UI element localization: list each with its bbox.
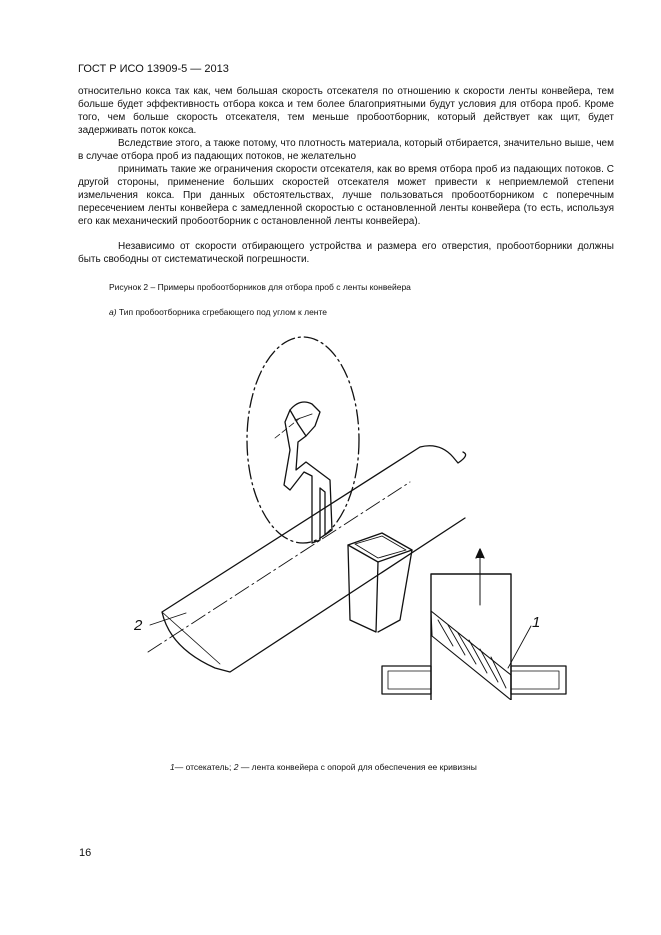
page-number: 16 <box>79 847 92 859</box>
figure-legend <box>170 762 477 772</box>
left-bar <box>382 666 431 694</box>
label-2: 2 <box>134 617 143 634</box>
right-bar <box>511 666 566 694</box>
legend-t2: — лента конвейера с опорой для обеспечения ее кривизны <box>238 762 477 772</box>
legend-n2: 2 <box>233 762 239 772</box>
cutter-head <box>284 402 332 543</box>
belt-axis <box>148 482 410 652</box>
figure-subtitle <box>109 307 327 317</box>
detail-frame <box>431 574 511 700</box>
paragraph-2: Вследствие этого, а также потому, что плотность материала, который отбирается, значительно выше, чем в случае отбора проб из падающих потоков, не желательно <box>78 138 614 162</box>
subtitle-text: Тип пробоотборника сгребающего под углом к ленте <box>116 307 328 317</box>
paragraph-3: принимать такие же ограничения скорости отсекателя, как во время отбора проб из падающих потоков. С другой стороны, применение больших скоростей отсекателя может привести к неприемлемой степени измельчения кокса. При данных обстоятельствах, лучше пользоваться пробоотборником с поперечным пересечением ленты конвейера с замедленной скоростью с остановленной ленты конвейера (то есть, используя его как механический пробоотборник с остановленной ленты конвейера). <box>78 164 614 227</box>
figure-title: Рисунок 2 – Примеры пробоотборников для отбора проб с ленты конвейера <box>109 282 411 292</box>
sweep-disc <box>247 337 359 543</box>
label-1: 1 <box>532 614 541 631</box>
legend-n1: 1 <box>170 762 175 772</box>
document-header: ГОСТ Р ИСО 13909-5 — 2013 <box>78 63 229 75</box>
subtitle-prefix: а) <box>109 307 117 317</box>
legend-t1: — отсекатель; <box>174 762 234 772</box>
paragraph-1: относительно кокса так как, чем большая скорость отсекателя по отношению к скорости ленты конвейера, тем больше будет эффективность отбора кокса и тем более благоприятными будут условия для отбора проб. Кроме того, чем больше скорость отсекателя, тем меньше пробоотборник, который действует как щит, будет задерживать поток кокса. <box>78 86 614 136</box>
sampler-diagram <box>120 330 580 700</box>
paragraph-4: Независимо от скорости отбирающего устройства и размера его отверстия, пробоотборники должны быть свободны от систематической погрешности. <box>78 241 614 265</box>
conveyor-belt <box>162 446 466 672</box>
